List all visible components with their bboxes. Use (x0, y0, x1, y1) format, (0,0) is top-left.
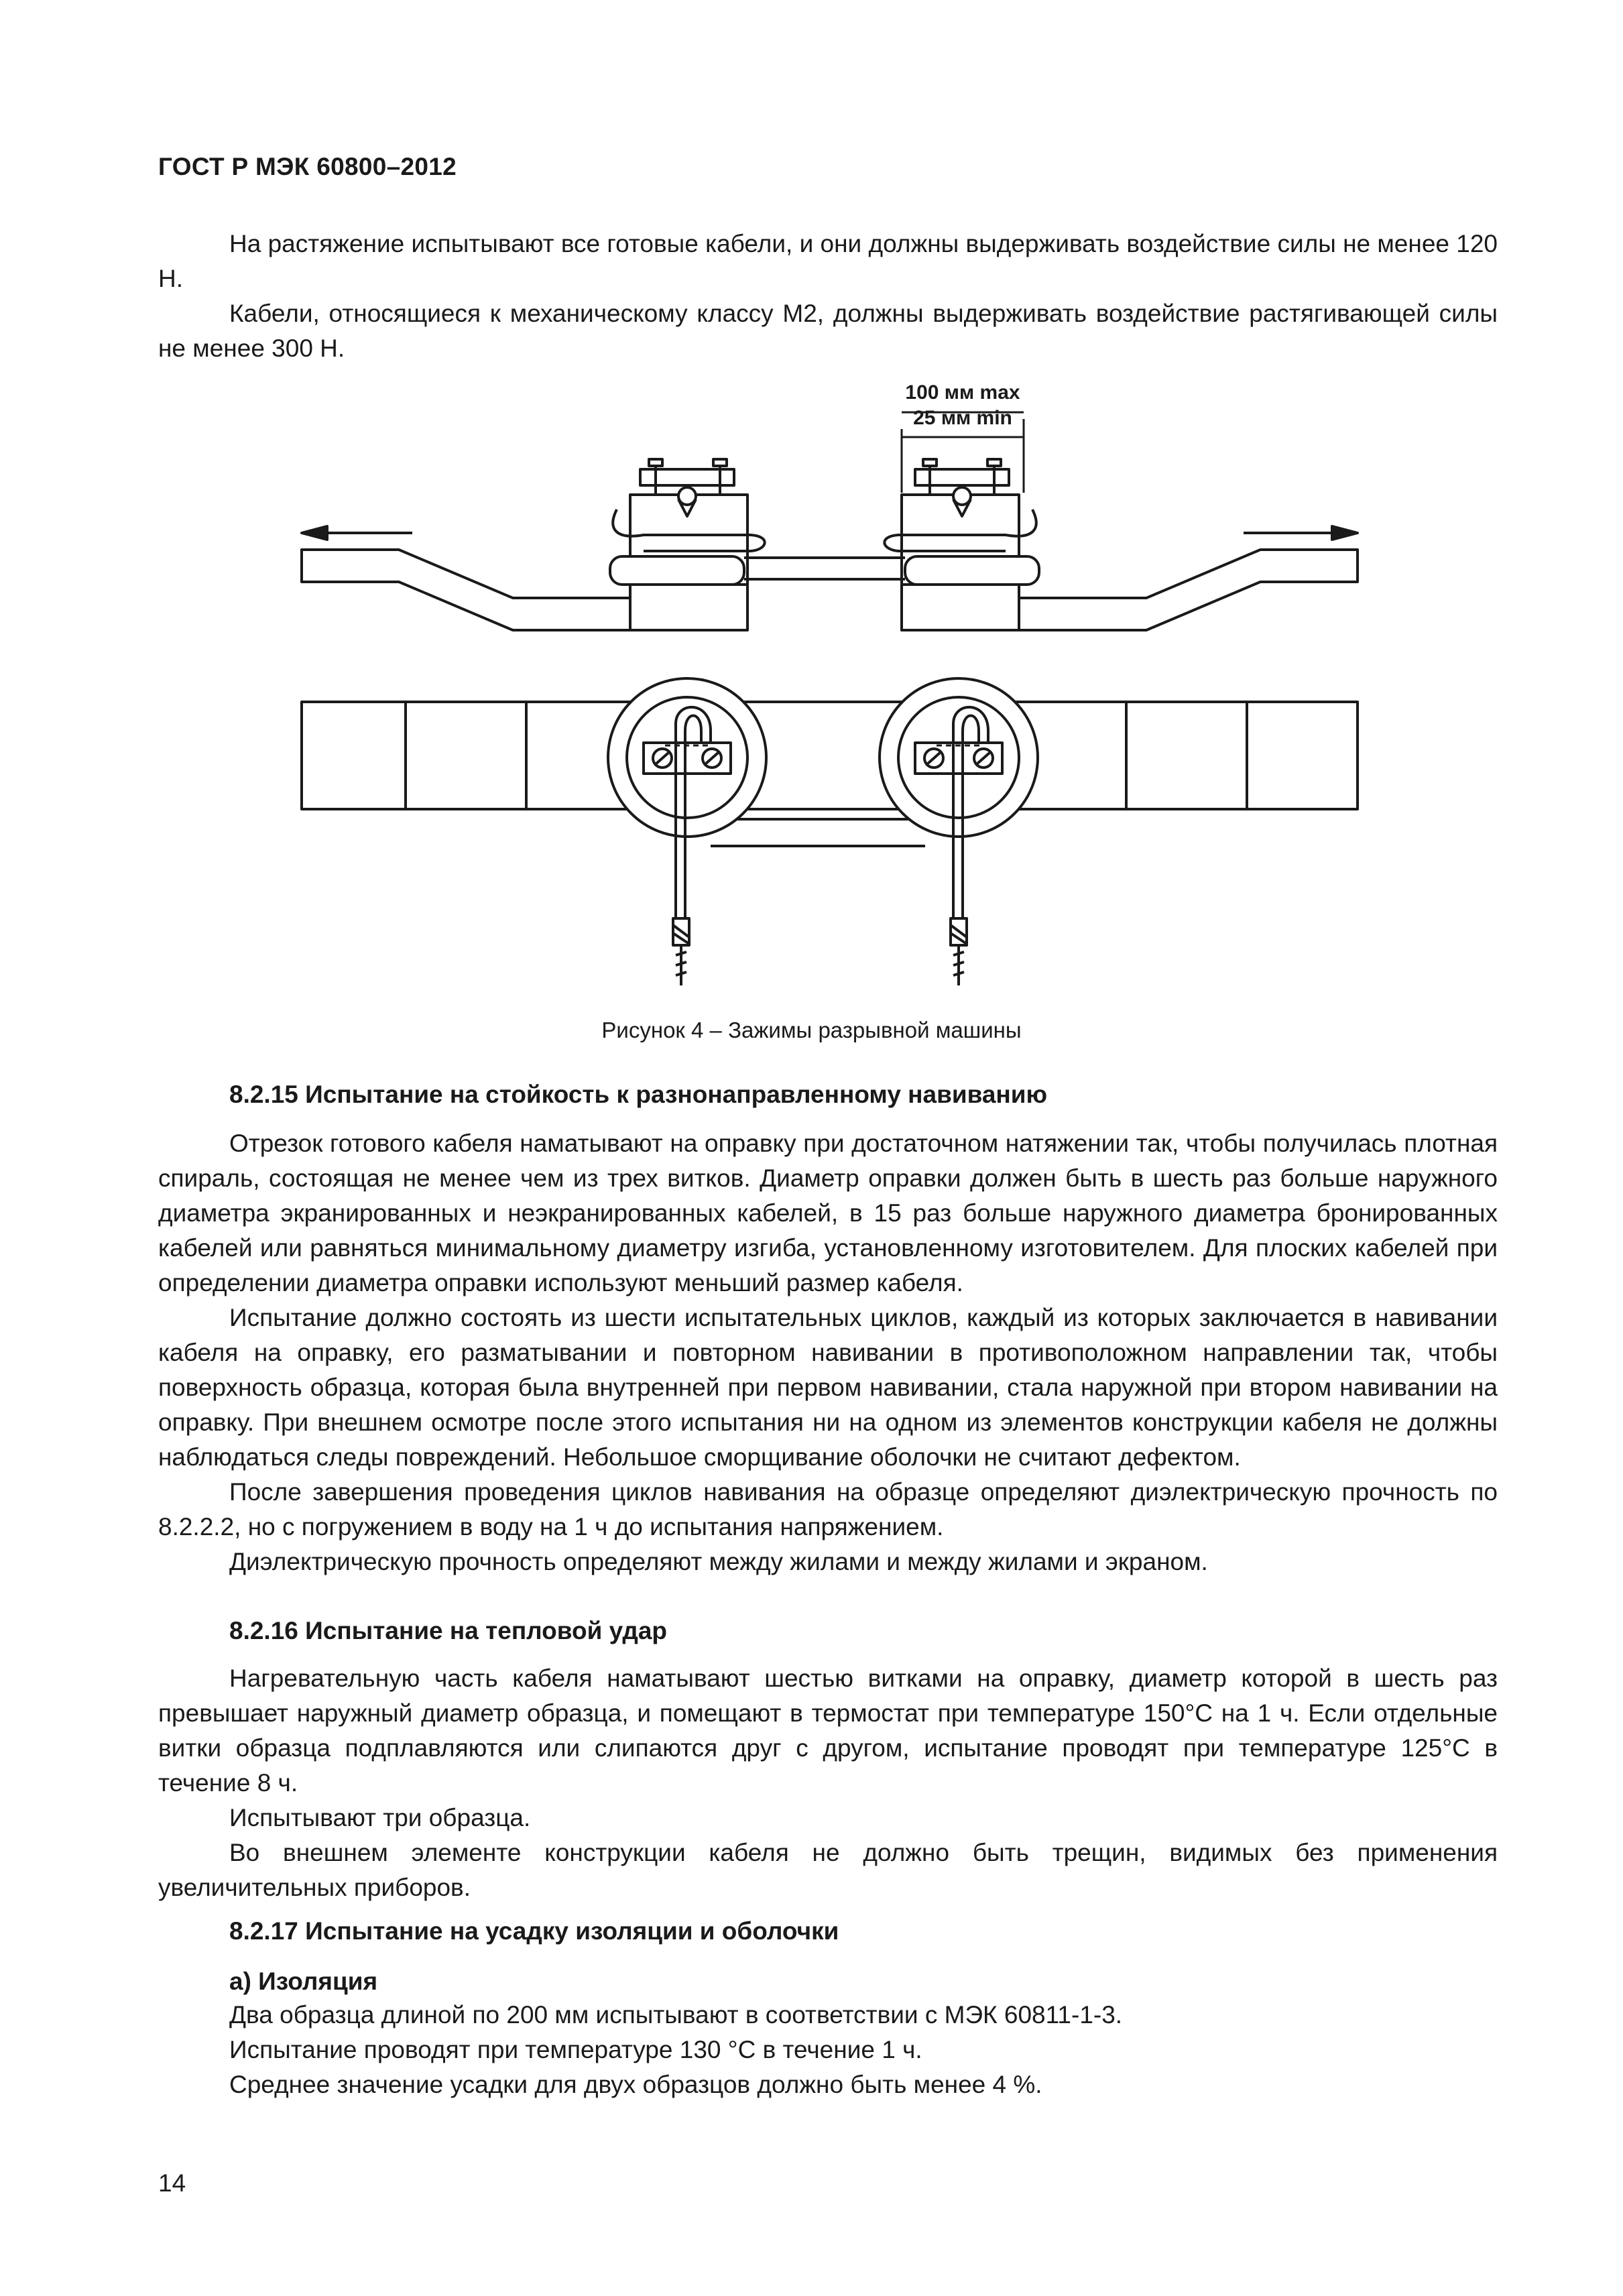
paragraph: На растяжение испытывают все готовые кабели, и они должны выдерживать воздействие силы не менее 120 Н. (158, 230, 1498, 292)
section-heading-8-2-15: 8.2.15 Испытание на стойкость к разнонаправленному навиванию (229, 1081, 1048, 1108)
figure-4-clamps (0, 362, 1623, 1012)
right-plan-clamp (915, 743, 1002, 774)
left-drum-flange (610, 556, 744, 585)
left-drum-bottom (630, 585, 747, 630)
left-plan-clamp (644, 743, 731, 774)
paragraph: Испытывают три образца. (229, 1804, 531, 1831)
arrow-left-head (302, 526, 327, 540)
plan-view-bar (302, 702, 1358, 809)
dimension-label-min: 25 мм min (913, 407, 1012, 429)
right-drum-flange (905, 556, 1039, 585)
subsection-heading-insulation: а) Изоляция (229, 1968, 378, 1995)
paragraph: Отрезок готового кабеля наматывают на оправку при достаточном натяжении так, чтобы получилась плотная спираль, состоящая не менее чем из трех витков. Диаметр оправки должен быть в шесть раз больше наружного диаметра экранированных и неэкранированных кабелей, в 15 раз больше наружного диаметра бронированных кабелей или равняться минимальному диаметру изгиба, установленному изготовителем. Для плоских кабелей при определении диаметра оправки используют меньший размер кабеля. (158, 1130, 1498, 1296)
document-header: ГОСТ Р МЭК 60800–2012 (158, 153, 457, 180)
paragraph: Два образца длиной по 200 мм испытывают в соответствии с МЭК 60811-1-3. (229, 2001, 1123, 2029)
section-heading-8-2-16: 8.2.16 Испытание на тепловой удар (229, 1617, 667, 1644)
paragraph: Кабели, относящиеся к механическому классу М2, должны выдерживать воздействие растягивающей силы не менее 300 Н. (158, 300, 1498, 362)
paragraph: Диэлектрическую прочность определяют между жилами и между жилами и экраном. (229, 1548, 1208, 1575)
sample-cable-plan (711, 819, 925, 846)
section-8-2-17-body (158, 1998, 1498, 2102)
intro-text (158, 227, 1498, 366)
paragraph: Среднее значение усадки для двух образцов должно быть менее 4 %. (229, 2071, 1042, 2098)
section-heading-8-2-17: 8.2.17 Испытание на усадку изоляции и оболочки (229, 1917, 839, 1945)
section-8-2-15-body (158, 1126, 1498, 1579)
figure-caption: Рисунок 4 – Зажимы разрывной машины (601, 1018, 1022, 1042)
sample-cable-side (744, 558, 905, 579)
section-8-2-16-body (158, 1661, 1498, 1905)
right-drum-bottom (902, 585, 1019, 630)
paragraph: Нагревательную часть кабеля наматывают шестью витками на оправку, диаметр которой в шесть раз превышает наружный диаметр образца, и помещают в термостат при температуре 150°С на 1 ч. Если отдельные витки образца подплавляются или слипаются друг с другом, испытание проводят при температуре 125°С в течение 8 ч. (158, 1665, 1498, 1797)
dimension-label-max: 100 мм max (905, 381, 1020, 404)
paragraph: Испытание проводят при температуре 130 °С в течение 1 ч. (229, 2036, 922, 2063)
arrow-right-head (1332, 526, 1358, 540)
paragraph: Испытание должно состоять из шести испытательных циклов, каждый из которых заключается в навивании кабеля на оправку, его разматывании и повторном навивании в противоположном направлении так, чтобы поверхность образца, которая была внутренней при первом навивании, стала наружной при втором навивании на оправку. При внешнем осмотре после этого испытания ни на одном из элементов конструкции кабеля не должны наблюдаться следы повреждений. Небольшое сморщивание оболочки не считают дефектом. (158, 1304, 1498, 1471)
page-number: 14 (158, 2169, 186, 2197)
paragraph: Во внешнем элементе конструкции кабеля не должно быть трещин, видимых без применения увеличительных приборов. (158, 1839, 1498, 1901)
paragraph: После завершения проведения циклов навивания на образце определяют диэлектрическую прочность по 8.2.2.2, но с погружением в воду на 1 ч до испытания напряжением. (158, 1478, 1498, 1540)
